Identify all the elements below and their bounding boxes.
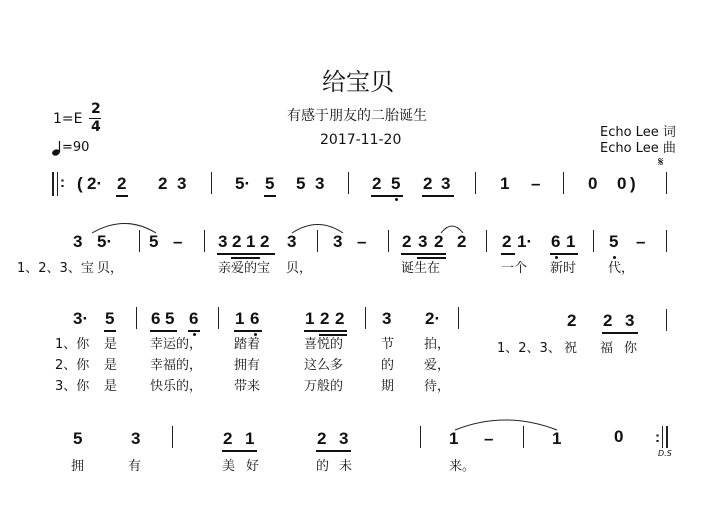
note: 5: [609, 232, 619, 251]
lyric: 一个: [501, 261, 528, 276]
note: 2: [434, 232, 444, 251]
lyric-chorus: 祝: [564, 341, 578, 356]
note: 2: [158, 174, 168, 193]
repeat-end-colon: :: [655, 429, 660, 446]
note: 0: [614, 427, 624, 446]
lyric-verse2: 2、你: [55, 358, 90, 373]
note: 3: [441, 174, 451, 193]
lyric: 新时: [550, 261, 577, 276]
segno-icon: 𝄋: [658, 155, 664, 170]
dash: –: [531, 174, 541, 193]
note: 2: [260, 232, 270, 251]
note: 5·: [97, 232, 113, 251]
note: 3: [625, 311, 635, 330]
song-subtitle: 有感于朋友的二胎诞生: [287, 108, 427, 124]
note: 5: [265, 174, 275, 193]
lyric: 来。: [449, 459, 476, 474]
lyric-chorus: 福: [600, 341, 614, 356]
lyric: 贝，: [97, 261, 124, 276]
note: 1: [500, 174, 510, 193]
lyric: 的: [316, 459, 330, 474]
lyric-verse2: 爱，: [424, 358, 451, 373]
note: 2: [117, 174, 127, 193]
barline: [172, 426, 173, 448]
dash: –: [357, 232, 367, 251]
key-signature: 1=E: [53, 111, 83, 127]
lyric: 未: [339, 459, 353, 474]
lyric-verse3: 快乐的，: [150, 379, 203, 394]
lyric: 1、2、3、宝: [17, 261, 94, 276]
repeat-end-thick: [666, 426, 668, 448]
note: 3: [315, 174, 325, 193]
lyricist-credit: Echo Lee 词: [600, 125, 676, 140]
lyric-verse2: 拥有: [234, 358, 261, 373]
note: 1: [566, 232, 576, 251]
composer-credit: Echo Lee 曲: [600, 141, 676, 156]
note: 3: [333, 232, 343, 251]
note: 0: [617, 174, 627, 193]
note: 5: [391, 174, 401, 193]
lyric-verse1: 喜悦的: [304, 337, 344, 352]
note: 5·: [235, 174, 251, 193]
repeat-colon: :: [60, 174, 65, 191]
lyric-verse3: 期: [381, 379, 395, 394]
note: 5: [73, 429, 83, 448]
lyric-verse3: 万般的: [304, 379, 344, 394]
note: 2: [223, 429, 233, 448]
note: 2: [603, 311, 613, 330]
note: 1: [235, 309, 245, 328]
note: 1: [449, 429, 459, 448]
lyric-verse2: 幸福的，: [150, 358, 203, 373]
lyric-verse3: 待，: [424, 379, 451, 394]
note: 5: [296, 174, 306, 193]
note: 1: [552, 429, 562, 448]
ds-marking: D.S: [658, 449, 672, 458]
note: 3·: [73, 309, 89, 328]
paren-close: ): [630, 174, 636, 193]
barline: [523, 426, 524, 448]
note: 2: [457, 232, 467, 251]
note: 2: [232, 232, 242, 251]
note: 6: [250, 309, 260, 328]
time-signature-bottom: 4: [91, 119, 101, 135]
lyric-verse1: 拍，: [424, 337, 451, 352]
note: 3: [177, 174, 187, 193]
lyric-verse2: 的: [381, 358, 395, 373]
lyric-verse3: 3、你: [55, 379, 90, 394]
time-signature-top: 2: [91, 101, 101, 117]
note: 6: [551, 232, 561, 251]
note: 2: [502, 232, 512, 251]
lyric: 代，: [608, 261, 635, 276]
lyric-verse1: 幸运的，: [150, 337, 203, 352]
lyric-verse2: 是: [104, 358, 118, 373]
song-date: 2017-11-20: [320, 132, 402, 148]
note: 2: [402, 232, 412, 251]
note: 5: [149, 232, 159, 251]
note: 2: [317, 429, 327, 448]
note: 2: [372, 174, 382, 193]
note: 3: [418, 232, 428, 251]
underline: [316, 450, 351, 452]
lyric: 好: [246, 459, 260, 474]
lyric: 美: [222, 459, 236, 474]
lyric-chorus: 你: [624, 341, 638, 356]
note: 2·: [425, 309, 441, 328]
paren-open: (: [77, 174, 83, 193]
lyric-verse3: 带来: [234, 379, 261, 394]
note: 3: [131, 429, 141, 448]
note: 6: [151, 309, 161, 328]
lyric-verse2: 这么多: [304, 358, 344, 373]
barline: [420, 426, 421, 448]
dash: –: [173, 232, 183, 251]
lyric: 亲爱的宝: [218, 261, 271, 276]
lyric: 诞生在: [401, 261, 441, 276]
lyric-verse1: 踏着: [234, 337, 261, 352]
note: 5: [165, 309, 175, 328]
song-title: 给宝贝: [322, 68, 394, 96]
note: 3: [382, 309, 392, 328]
note: 5: [105, 309, 115, 328]
lyric-verse3: 是: [104, 379, 118, 394]
note: 2: [320, 309, 330, 328]
dash: –: [636, 232, 646, 251]
note: 2: [567, 311, 577, 330]
note: 3: [73, 232, 83, 251]
lyric: 有: [128, 459, 142, 474]
tempo-marking: =90: [62, 140, 90, 155]
lyric-chorus: 1、2、3、: [497, 341, 561, 356]
note: 2·: [87, 174, 103, 193]
lyric: 贝，: [286, 261, 313, 276]
note: 3: [218, 232, 228, 251]
note: 2: [335, 309, 345, 328]
note: 1: [246, 232, 256, 251]
note: 3: [287, 232, 297, 251]
note: 1·: [517, 232, 533, 251]
underline: [222, 450, 257, 452]
lyric-verse1: 节: [381, 337, 395, 352]
repeat-end-thin: [662, 426, 663, 448]
note: 1: [245, 429, 255, 448]
note: 6: [189, 309, 199, 328]
lyric-verse1: 是: [104, 337, 118, 352]
lyric-verse1: 1、你: [55, 337, 90, 352]
dash: –: [484, 429, 494, 448]
note: 0: [588, 174, 598, 193]
note: 3: [339, 429, 349, 448]
note: 1: [305, 309, 315, 328]
note: 2: [423, 174, 433, 193]
lyric: 拥: [71, 459, 85, 474]
